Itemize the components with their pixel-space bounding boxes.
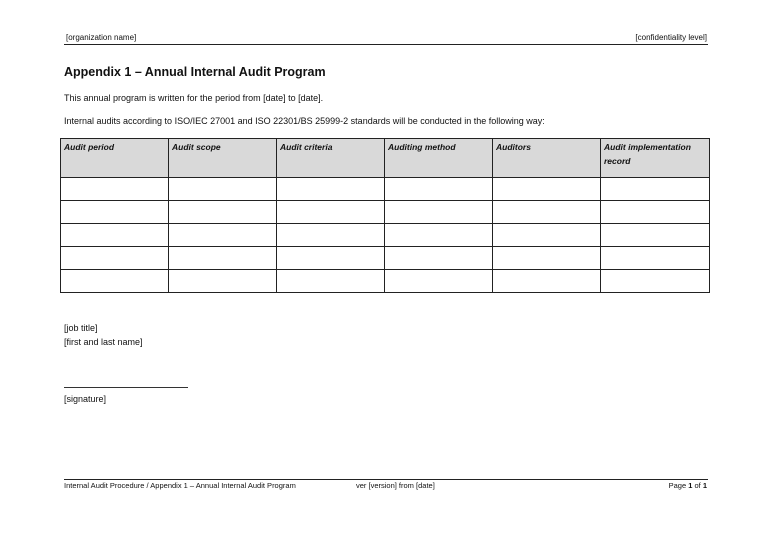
- table-cell: [601, 178, 710, 201]
- table-cell: [493, 247, 601, 270]
- table-cell: [385, 247, 493, 270]
- signature-line: [64, 387, 188, 388]
- page-number: [669, 481, 707, 490]
- table-cell: [169, 224, 277, 247]
- signature-placeholder: [signature]: [64, 394, 107, 404]
- table-cell: [61, 201, 169, 224]
- table-row: [61, 270, 710, 293]
- table-cell: [601, 270, 710, 293]
- confidentiality-level: [confidentiality level]: [635, 33, 707, 42]
- column-header-audit-scope: Audit scope: [169, 139, 277, 178]
- table-cell: [277, 224, 385, 247]
- table-cell: [493, 201, 601, 224]
- table-row: [61, 224, 710, 247]
- column-header-auditing-method: Auditing method: [385, 139, 493, 178]
- page-footer: [64, 479, 708, 492]
- table-cell: [61, 178, 169, 201]
- table-cell: [61, 224, 169, 247]
- table-row: [61, 247, 710, 270]
- intro-paragraph: This annual program is written for the period from [date] to [date].: [64, 93, 324, 103]
- table-cell: [493, 178, 601, 201]
- table-cell: [277, 178, 385, 201]
- table-cell: [169, 178, 277, 201]
- column-header-audit-criteria: Audit criteria: [277, 139, 385, 178]
- intro-paragraph-standards: Internal audits according to ISO/IEC 27001 and ISO 22301/BS 25999-2 standards will be conducted in the following way:: [64, 116, 545, 126]
- table-cell: [385, 178, 493, 201]
- table-cell: [277, 201, 385, 224]
- footer-version: ver [version] from [date]: [356, 481, 435, 490]
- document-title: Appendix 1 – Annual Internal Audit Program: [64, 65, 326, 79]
- table-cell: [601, 224, 710, 247]
- job-title-placeholder: [job title]: [64, 323, 98, 333]
- page-total: 1: [702, 481, 707, 490]
- page-of: of: [692, 481, 703, 490]
- table-cell: [169, 270, 277, 293]
- table-cell: [61, 270, 169, 293]
- table-cell: [385, 224, 493, 247]
- page-header: [64, 33, 708, 45]
- footer-document-name: Internal Audit Procedure / Appendix 1 – Annual Internal Audit Program: [64, 481, 296, 490]
- table-cell: [61, 247, 169, 270]
- organization-name: [organization name]: [66, 33, 137, 42]
- table-cell: [493, 270, 601, 293]
- table-cell: [277, 270, 385, 293]
- column-header-audit-period: Audit period: [61, 139, 169, 178]
- table-cell: [601, 201, 710, 224]
- table-cell: [169, 247, 277, 270]
- table-row: [61, 178, 710, 201]
- table-cell: [169, 201, 277, 224]
- table-row: [61, 201, 710, 224]
- column-header-audit-record: Audit implementation record: [601, 139, 710, 178]
- table-cell: [385, 270, 493, 293]
- page-current: 1: [688, 481, 693, 490]
- column-header-auditors: Auditors: [493, 139, 601, 178]
- audit-program-table: [60, 138, 710, 293]
- table-header-row: [61, 139, 710, 178]
- page-prefix: Page: [668, 481, 689, 490]
- table-cell: [601, 247, 710, 270]
- table-cell: [385, 201, 493, 224]
- table-cell: [277, 247, 385, 270]
- name-placeholder: [first and last name]: [64, 337, 143, 347]
- table-cell: [493, 224, 601, 247]
